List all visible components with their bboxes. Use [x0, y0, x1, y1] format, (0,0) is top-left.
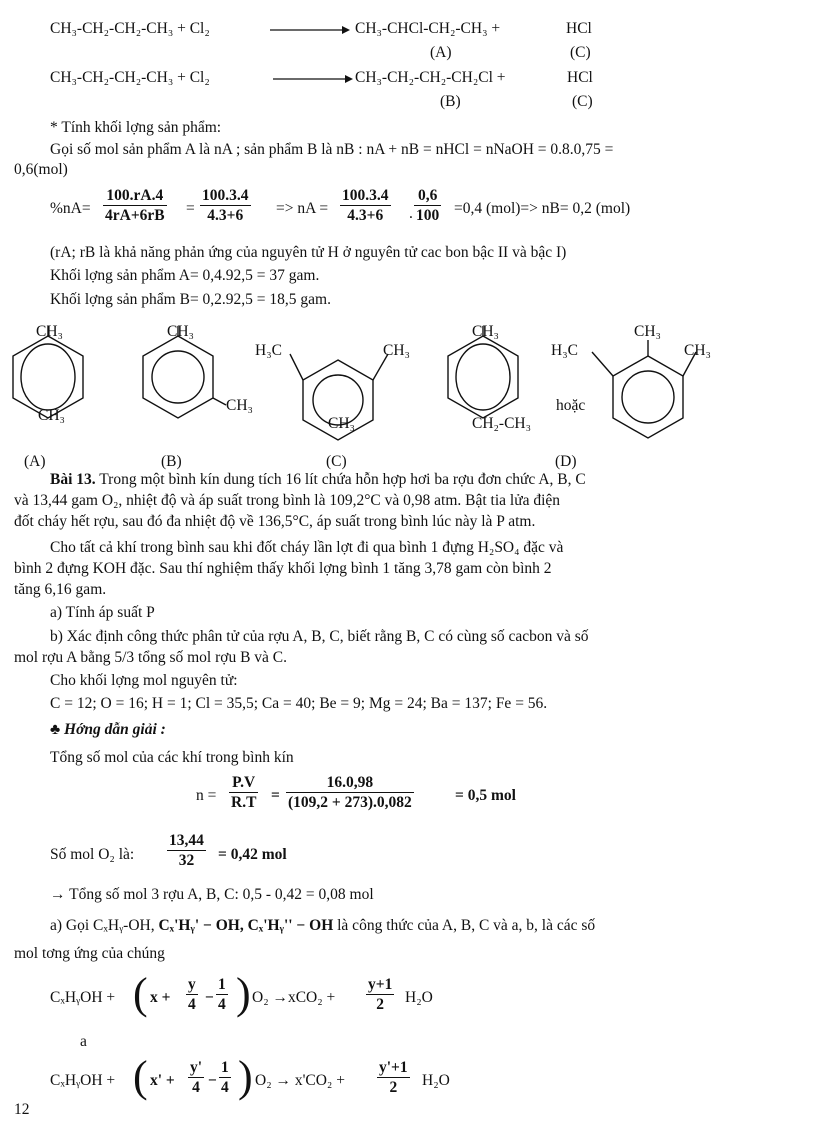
reaction2-label-b: (B) [440, 93, 461, 110]
eq2-w-num: y'+1 [379, 1059, 408, 1076]
problem-line1 [50, 470, 586, 489]
problem-line5: bình 2 đựng KOH đặc. Sau thí nghiệm thấy khối lợng bình 1 tăng 3,78 gam còn bình 2 [14, 560, 552, 577]
o2-fraction [167, 831, 206, 870]
label-a: (A) [24, 453, 46, 470]
reaction1-hcl: HCl [566, 20, 592, 37]
structure-a-ch3-top: CH₃ [36, 323, 63, 340]
a-line1 [50, 916, 595, 935]
label-d: (D) [555, 453, 577, 470]
dot: . [409, 205, 413, 222]
structure-d2-h3c: H₃C [551, 342, 578, 359]
structure-c-ch3-bottom: CH₃ [328, 415, 355, 432]
eq2-h-num: 1 [221, 1059, 229, 1076]
products-heading: * Tính khối lợng sản phẩm: [50, 119, 222, 136]
eq2-y-num: y' [190, 1059, 203, 1076]
arrow-na: => nA = [276, 200, 329, 217]
o2-label: Số mol O₂ là: [50, 846, 135, 863]
equals-1: = [186, 200, 195, 217]
fraction-4-num: 0,6 [414, 186, 441, 206]
eq1-h-fraction [216, 975, 228, 1014]
products-line1: Gọi số mol sản phẩm A là nA ; sản phẩm B là nB : nA + nB = nHCl = nNaOH = 0.8.0,75 = [50, 141, 614, 158]
products-result: =0,4 (mol)=> nB= 0,2 (mol) [454, 200, 631, 217]
fraction-1 [103, 186, 167, 225]
structure-d2-ch3-top: CH₃ [634, 323, 661, 340]
fraction-1-num: 100.rA.4 [103, 186, 167, 206]
fraction-1-den: 4rA+6rB [105, 207, 165, 224]
eq1-h-den: 4 [218, 996, 226, 1013]
eq1-minus: − [205, 989, 214, 1006]
a-line-end: là công thức của A, B, C và a, b, là các số [337, 917, 596, 934]
reaction1-label-c: (C) [570, 44, 591, 61]
eq2-h-den: 4 [221, 1079, 229, 1096]
atoms-heading: Cho khối lợng mol nguyên tử: [50, 672, 238, 689]
a-line2: mol tơng ứng của chúng [14, 945, 165, 962]
products-note: (rA; rB là khả năng phản ứng của nguyên tử H ở nguyên tử cac bon bậc II và bậc I) [50, 244, 567, 261]
fraction-3-num: 100.3.4 [342, 187, 389, 204]
eq1-open-paren: ( [133, 969, 148, 1018]
eq2-h-fraction [219, 1058, 231, 1097]
o2-fraction-den: 32 [178, 852, 195, 869]
reaction2-right: CH₃-CH₂-CH₂-CH₂Cl + [355, 69, 506, 86]
eq2-close-paren: ) [238, 1052, 253, 1101]
eq1-y-num: y [188, 976, 196, 993]
eq1-w-fraction [366, 975, 394, 1014]
problem-line2: và 13,44 gam O₂, nhiệt độ và áp suất trong bình là 109,2°C và 0,98 atm. Bật tia lửa điện [14, 492, 561, 509]
a-line-formulas: Cₓ'Hᵧ' − OH, Cₓ'Hᵧ'' − OH [158, 917, 334, 934]
eq1-inner: x + [150, 989, 171, 1006]
question-a: a) Tính áp suất P [50, 604, 155, 621]
fraction-3 [340, 186, 391, 225]
problem-text1: Trong một bình kín dung tích 16 lít chứa hỗn hợp hơi ba rợu đơn chức A, B, C [95, 471, 586, 488]
reaction2-label-c: (C) [572, 93, 593, 110]
fraction-4 [414, 186, 441, 225]
structure-d1-ch2ch3: CH₂-CH₃ [472, 415, 532, 432]
fraction-4-den: 100 [416, 207, 440, 224]
structure-d1-ch3: CH₃ [472, 323, 499, 340]
label-b: (B) [161, 453, 182, 470]
fraction-2 [200, 186, 251, 225]
n-fraction-2 [286, 773, 414, 812]
n-fraction-1-num: P.V [229, 773, 258, 793]
eq1-close-paren: ) [236, 969, 251, 1018]
eq1-end: H₂O [405, 989, 433, 1006]
structure-a-ch3-bottom: CH₃ [38, 407, 65, 424]
n-fraction-2-den: (109,2 + 273).0,082 [288, 794, 412, 811]
reaction1-right: CH₃-CHCl-CH₂-CH₃ + [355, 20, 501, 37]
page-number: 12 [14, 1101, 30, 1118]
label-c: (C) [326, 453, 347, 470]
eq1-y-den: 4 [188, 996, 196, 1013]
structure-d2-ch3-right: CH₃ [684, 342, 711, 359]
eq2-left: CₓHᵧOH + [50, 1072, 116, 1089]
n-label: n = [196, 787, 217, 804]
solution-heading: ♣ Hớng dẫn giải : [50, 721, 166, 738]
eq1-left: CₓHᵧOH + [50, 989, 116, 1006]
question-b-line1: b) Xác định công thức phân tử của rợu A, B, C, biết rằng B, C có cùng số cacbon và số [50, 628, 589, 645]
eq1-y-fraction [186, 975, 198, 1014]
problem-title: Bài 13. [50, 471, 96, 488]
pct-label: %nA= [50, 200, 91, 217]
eq2-open-paren: ( [133, 1052, 148, 1101]
eq1-right: O₂ →xCO₂ + [252, 989, 336, 1006]
eq2-end: H₂O [422, 1072, 450, 1089]
hoac: hoặc [556, 397, 586, 414]
mol-a: a [80, 1033, 87, 1050]
mass-a: Khối lợng sản phẩm A= 0,4.92,5 = 37 gam. [50, 267, 320, 284]
eq2-minus: − [208, 1072, 217, 1089]
eq2-y-den: 4 [192, 1079, 200, 1096]
reaction2-arrow-icon [273, 74, 353, 84]
reaction2-left: CH₃-CH₂-CH₂-CH₃ + Cl₂ [50, 69, 210, 86]
atoms-values: C = 12; O = 16; H = 1; Cl = 35,5; Ca = 40; Be = 9; Mg = 24; Ba = 137; Fe = 56. [50, 695, 548, 712]
eq2-inner: x' + [150, 1072, 175, 1089]
eq2-y-fraction [188, 1058, 204, 1097]
a-line-start: a) Gọi CₓHᵧ-OH, [50, 917, 155, 934]
fraction-2-num: 100.3.4 [202, 187, 249, 204]
eq2-w-fraction [377, 1058, 410, 1097]
structure-b-ch3-top: CH₃ [167, 323, 194, 340]
alcohol-total: → Tổng số mol 3 rợu A, B, C: 0,5 - 0,42 = 0,08 mol [50, 886, 374, 903]
solution-total-text: Tổng số mol của các khí trong bình kín [50, 749, 294, 766]
n-equals: = [271, 787, 280, 804]
eq1-w-den: 2 [376, 996, 385, 1013]
o2-fraction-num: 13,44 [169, 832, 204, 849]
structure-c-h3c: H₃C [255, 342, 282, 359]
problem-line3: đốt cháy hết rợu, sau đó đa nhiệt độ về 136,5°C, áp suất trong bình lúc này là P atm. [14, 513, 536, 530]
o2-result: = 0,42 mol [218, 846, 287, 863]
structure-c-ch3-right: CH₃ [383, 342, 410, 359]
mass-b: Khối lợng sản phẩm B= 0,2.92,5 = 18,5 gam. [50, 291, 331, 308]
eq2-w-den: 2 [389, 1079, 398, 1096]
reaction1-left: CH₃-CH₂-CH₂-CH₃ + Cl₂ [50, 20, 210, 37]
fraction-2-den: 4.3+6 [207, 207, 244, 224]
eq1-w-num: y+1 [368, 976, 393, 993]
n-fraction-2-num: 16.0,98 [286, 773, 414, 793]
structure-b-ch3-side: CH₃ [226, 397, 253, 414]
eq2-right: O₂ → x'CO₂ + [255, 1072, 345, 1089]
question-b-line2: mol rợu A bằng 5/3 tổng số mol rợu B và C. [14, 649, 288, 666]
structure-d2-ring [592, 340, 696, 438]
reaction1-label-a: (A) [430, 44, 452, 61]
n-result: = 0,5 mol [455, 787, 516, 804]
fraction-3-den: 4.3+6 [347, 207, 384, 224]
problem-line4: Cho tất cả khí trong bình sau khi đốt cháy lần lợt đi qua bình 1 đựng H₂SO₄ đặc và [50, 539, 564, 556]
products-line2: 0,6(mol) [14, 161, 68, 178]
reaction1-arrow-icon [270, 25, 350, 35]
n-fraction-1 [229, 773, 258, 812]
eq1-h-num: 1 [218, 976, 226, 993]
n-fraction-1-den: R.T [231, 794, 257, 811]
problem-line6: tăng 6,16 gam. [14, 581, 107, 598]
reaction2-hcl: HCl [567, 69, 593, 86]
